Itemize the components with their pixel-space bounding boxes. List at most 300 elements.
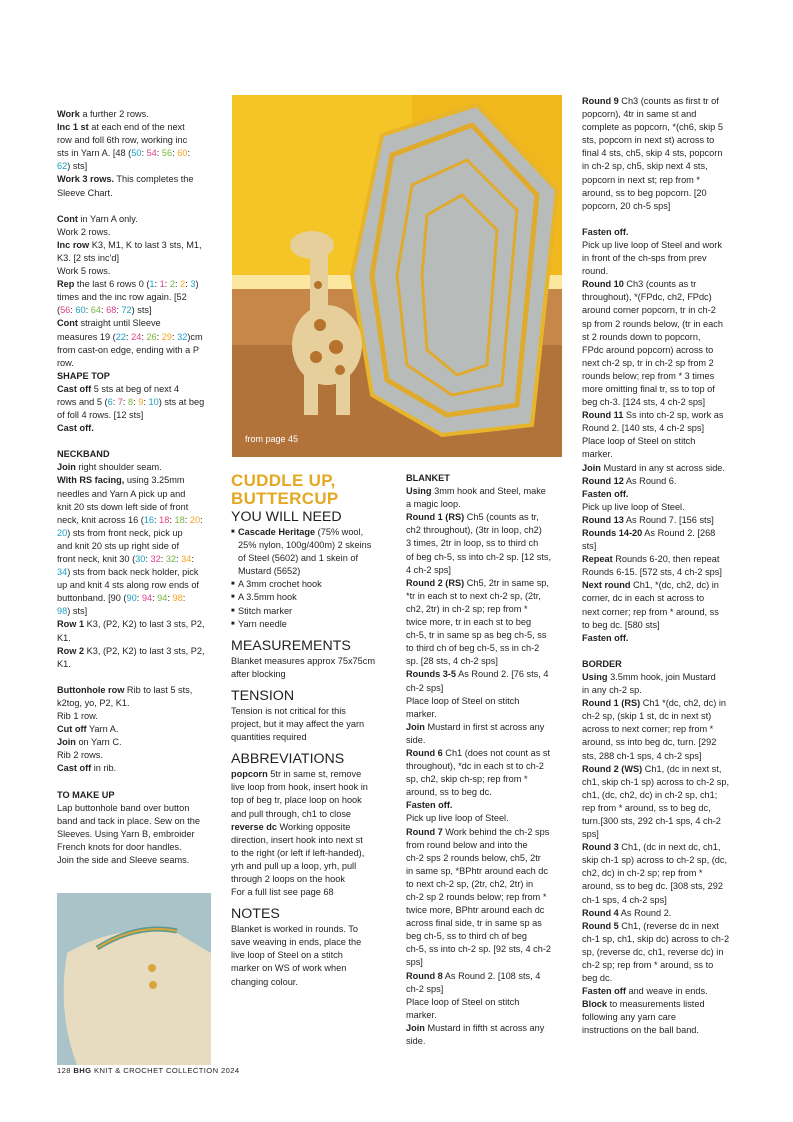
text-run: K3. [2 sts inc'd] [57, 252, 120, 263]
text-line [406, 812, 564, 825]
text-line [57, 396, 217, 409]
text-run: final 4 sts, ch5, skip 4 sts, popcorn [582, 148, 723, 159]
text-line [57, 187, 217, 200]
text-run: 8 [128, 396, 134, 407]
text-line [582, 710, 742, 723]
text-run: 2 [169, 279, 176, 290]
text-run: sp, (reverse dc, ch1, reverse dc) in [582, 946, 724, 957]
text-run: popcorn, 20 ch-5 sps] [582, 200, 671, 211]
text-run: knit 20 sts down left side of front [57, 501, 189, 512]
text-run: : [141, 148, 147, 159]
text-run: st 2 rounds down to popcorn, [582, 331, 701, 342]
text-run: : [143, 396, 149, 407]
text-run: more omitting final tr, ss to top of [582, 383, 715, 394]
text-line [231, 873, 381, 886]
text-run: 50 [131, 148, 142, 159]
text-run: 3mm hook and Steel, make [431, 486, 546, 497]
text-line [406, 970, 564, 983]
text-run: Pick up live loop of Steel and work [582, 239, 722, 250]
sweater-pattern-column [57, 108, 217, 867]
text-run: )cm [187, 331, 203, 342]
bold-term: Buttonhole row [57, 684, 125, 695]
text-line [57, 527, 217, 540]
text-line [406, 577, 564, 590]
text-run: ch-5, ss into ch-2 sp. [92 sts, 4 ch-2 [406, 944, 552, 955]
bold-term: Fasten off. [582, 632, 629, 643]
text-line [406, 852, 564, 865]
text-run: complete as popcorn, *(ch6, skip 5 [582, 122, 723, 133]
text-line [582, 592, 742, 605]
text-run: Work 2 rows. [57, 226, 111, 237]
text-run: to third ch of beg ch-5, ss in ch-2 [406, 643, 540, 654]
section-heading: NOTES [231, 906, 280, 923]
section-heading: MEASUREMENTS [231, 637, 351, 654]
bold-term: Cont [57, 318, 78, 329]
text-line [582, 462, 742, 475]
text-run: straight until Sleeve [77, 318, 161, 329]
bold-term: SHAPE TOP [57, 370, 110, 381]
materials-item [231, 578, 381, 591]
paragraph-gap [57, 435, 217, 448]
text-run: marker on WS of work when [231, 963, 347, 974]
materials-item [231, 591, 381, 604]
text-run: For a full list see page 68 [231, 887, 334, 898]
text-line [582, 239, 742, 252]
text-line [582, 854, 742, 867]
text-run: Rib 1 row. [57, 711, 98, 722]
text-run: : [172, 331, 178, 342]
bold-term: Round 10 [582, 279, 624, 290]
materials-list [231, 526, 381, 631]
text-run: 16 [143, 514, 155, 525]
text-run: row. [57, 357, 74, 368]
text-line [238, 539, 371, 552]
text-run: : [200, 514, 203, 525]
text-run: 32 [177, 331, 188, 342]
bold-term: Round 11 [582, 410, 624, 421]
text-line [231, 847, 381, 860]
text-line [231, 808, 381, 821]
section-heading: ABBREVIATIONS [231, 751, 345, 768]
text-line [57, 618, 217, 631]
text-run: Lap buttonhole band over button [57, 802, 190, 813]
text-run: ) sts] [67, 161, 88, 172]
text-run: around corner popcorn, tr in ch-2 [582, 305, 716, 316]
text-line [406, 891, 564, 904]
text-line [582, 200, 742, 213]
text-run: Ch1, *(dc, ch2, dc) in [630, 580, 719, 591]
text-line [406, 956, 564, 969]
text-run: measures 19 ( [57, 331, 116, 342]
text-line [582, 880, 742, 893]
text-line [57, 213, 217, 226]
bold-term: Inc row [57, 239, 90, 250]
text-run: Mustard in fifth st across any [424, 1022, 545, 1033]
bold-term: Rounds 14-20 [582, 528, 643, 538]
text-run: Mustard in first st across any [424, 721, 545, 732]
text-run: around, ss to beg dc. [308 sts, 292 [582, 881, 723, 892]
text-line [231, 718, 381, 731]
text-line [582, 972, 742, 985]
text-line [582, 723, 742, 736]
text-run: yrh and pull up a loop, yrh, pull [231, 860, 357, 871]
bold-term: Cut off [57, 724, 87, 735]
text-run: As Round 2. [618, 907, 672, 918]
text-line [57, 736, 217, 749]
text-run: 3 times, 2tr in loop, ss to third ch [406, 538, 539, 549]
text-line [406, 603, 564, 616]
bold-term: Block [582, 999, 608, 1010]
paragraph-gap [582, 645, 742, 658]
text-run: ch-1 sp, ch1, skip dc) across to ch-2 [582, 933, 730, 944]
materials-item [231, 526, 381, 578]
text-line [57, 160, 217, 173]
text-run: sp. [28 sts, 4 ch-2 sps] [406, 656, 498, 667]
text-line [231, 731, 381, 744]
text-run: Ch3 (counts as first tr of [618, 96, 719, 106]
text-run: 34 [57, 567, 68, 578]
text-run: 18 [174, 514, 185, 525]
text-run: neck, knit across 16 ( [57, 514, 144, 525]
text-run: throughout), *dc in each st to ch-2 [406, 761, 544, 772]
text-run: throughout), *(FPdc, ch2, FPdc) [582, 292, 712, 303]
text-line [406, 996, 564, 1009]
text-run: 90 [126, 593, 137, 604]
text-line [582, 396, 742, 409]
text-run: 68 [106, 305, 117, 316]
text-line [582, 907, 742, 920]
text-run: ch1, (dc, ch2, dc) in ch-2 sp, ch1; [582, 789, 718, 800]
text-run: This completes the [114, 174, 194, 185]
text-line [582, 1024, 742, 1037]
text-line [57, 265, 217, 278]
text-run: of Steel (5602) and 1 skein of [238, 553, 359, 564]
text-run: Working opposite [276, 821, 351, 832]
text-line [238, 565, 371, 578]
text-run: As Round 2. [76 sts, 4 [456, 669, 549, 680]
text-line [582, 147, 742, 160]
text-run: using 3.25mm [124, 475, 185, 486]
text-line [582, 226, 742, 239]
text-line [582, 383, 742, 396]
text-run: marker. [582, 449, 613, 460]
text-run: Work behind the ch-2 sps [442, 826, 550, 837]
text-line [406, 1009, 564, 1022]
text-run: Mustard in any st across side. [600, 462, 725, 473]
text-run: (75% wool, [315, 527, 364, 537]
text-line [57, 802, 217, 815]
text-line [57, 448, 217, 461]
text-line [582, 959, 742, 972]
bold-term: Join [582, 462, 601, 473]
text-line [582, 304, 742, 317]
text-run: French knots for door handles. [57, 841, 182, 852]
bold-term: Work 3 rows. [57, 174, 115, 185]
text-run: front neck, knit 30 ( [57, 554, 136, 564]
text-line [582, 187, 742, 200]
text-line [231, 923, 381, 936]
text-line [406, 786, 564, 799]
text-run: following any yarn care [582, 1012, 676, 1023]
text-run: Work 5 rows. [57, 266, 111, 277]
text-run: Blanket measures approx 75x75cm [231, 655, 376, 666]
text-run: quantities required [231, 732, 307, 743]
text-run: ) sts] [131, 305, 152, 316]
text-run: 18 [159, 514, 170, 525]
text-run: Tension is not critical for this [231, 705, 346, 716]
text-run: : [133, 396, 139, 407]
text-line [231, 655, 381, 668]
text-line [406, 668, 564, 681]
text-run: 26 [146, 331, 157, 342]
text-line [57, 239, 217, 252]
text-line [57, 684, 217, 697]
text-line [57, 134, 217, 147]
text-run: next corner; rep from * around, ss [582, 606, 719, 617]
text-run: ) [195, 279, 199, 290]
text-line [57, 304, 217, 317]
text-line [231, 834, 381, 847]
text-run: K1. [57, 632, 71, 643]
text-line [57, 474, 217, 487]
text-line [406, 983, 564, 996]
text-run: : [154, 279, 160, 290]
text-run: K3, M1, K to last 3 sts, M1, [89, 239, 202, 250]
text-line [582, 933, 742, 946]
text-line [582, 435, 742, 448]
text-line [582, 841, 742, 854]
section-heading: TENSION [231, 687, 295, 704]
text-run: and weave in ends. [625, 986, 708, 997]
text-run: round. [582, 266, 609, 277]
text-run: times and the inc row again. [52 [57, 292, 187, 303]
text-run: 56 [161, 148, 173, 159]
text-run: on Yarn C. [75, 737, 122, 748]
text-run: in any ch-2 sp. [582, 685, 642, 696]
text-run: Ch5 (counts as tr, [464, 512, 539, 523]
text-run: K3, (P2, K2) to last 3 sts, P2, [84, 619, 205, 630]
bold-term: Round 13 [582, 514, 624, 525]
text-run: 98 [57, 606, 68, 617]
text-line [57, 226, 217, 239]
paragraph-gap [57, 776, 217, 789]
text-line [406, 537, 564, 550]
text-run: to next ch-2 sp, (2tr, ch2, 2tr) in [406, 878, 534, 889]
text-line [406, 1022, 564, 1035]
text-line [406, 826, 564, 839]
text-run: Ch1 *(dc, ch2, dc) in [640, 698, 726, 709]
text-line [238, 578, 322, 591]
text-run: 1 [149, 279, 155, 290]
text-run: side. [406, 1036, 426, 1047]
text-run: through 2 loops on the hook [231, 873, 345, 884]
text-line [231, 886, 381, 899]
text-run: side. [406, 734, 426, 745]
bold-term: With RS facing, [57, 475, 125, 486]
text-run: : [136, 593, 142, 604]
text-run: project, but it may affect the yarn [231, 719, 365, 730]
text-line [57, 579, 217, 592]
text-line [57, 815, 217, 828]
text-run: 20 [189, 514, 201, 525]
text-run: 62 [57, 161, 68, 172]
bold-term: Round 1 (RS) [406, 512, 465, 523]
bold-term: Using [582, 671, 608, 682]
bold-term: Join [57, 737, 76, 748]
bold-term: Rep [57, 279, 75, 290]
publication-title: KNIT & CROCHET COLLECTION 2024 [93, 1066, 240, 1075]
bold-term: Round 5 [582, 920, 619, 931]
text-run: ch2, dc) in ch-2 sp; rep from * [582, 868, 703, 879]
text-run: As Round 2. [108 sts, 4 [442, 970, 541, 981]
text-run: buttonband. [90 ( [57, 593, 127, 604]
text-line [231, 976, 381, 989]
text-line [57, 121, 217, 134]
text-line [57, 488, 217, 501]
text-run: changing colour. [231, 976, 298, 987]
text-run: ch-2 sp, (skip 1 st, dc in next st) [582, 711, 712, 722]
text-line [406, 485, 564, 498]
text-run: 3 [190, 279, 196, 290]
text-run: 30 [135, 554, 146, 564]
text-line [582, 750, 742, 763]
text-line [582, 527, 742, 540]
text-line [406, 524, 564, 537]
text-run: 72 [121, 305, 132, 316]
text-run: ch-5, tr in same sp as beg ch-5, ss [406, 630, 547, 641]
text-line [406, 943, 564, 956]
text-line [231, 705, 381, 718]
text-line [57, 108, 217, 121]
bold-term: Work [57, 109, 80, 119]
text-run: 5 sts at beg of next 4 [91, 383, 180, 394]
text-line [582, 501, 742, 514]
text-line [582, 514, 742, 527]
text-line [57, 173, 217, 186]
text-run: across final side, tr in same sp as [406, 918, 542, 929]
text-run: 6 [107, 396, 113, 407]
text-line [582, 121, 742, 134]
bold-term: Next round [582, 580, 631, 591]
text-run: of beg ch-5, ss into ch-2 sp. [12 sts, [406, 551, 552, 562]
text-line [231, 821, 381, 834]
text-line [582, 278, 742, 291]
text-run: next ch-2 sp, tr in ch-2 sp from 2 [582, 357, 714, 368]
text-run: K3, (P2, K2) to last 3 sts, P2, [84, 645, 205, 656]
text-line [231, 794, 381, 807]
page-footer [57, 1066, 239, 1075]
text-line [57, 501, 217, 514]
bold-term: Using [406, 486, 432, 497]
text-line [406, 878, 564, 891]
text-run: top of beg tr, place loop on hook [231, 795, 362, 806]
text-run: : [154, 514, 160, 525]
text-run: in Yarn A only. [77, 213, 138, 224]
text-run: : [169, 514, 175, 525]
text-line [582, 828, 742, 841]
text-run: : [164, 279, 170, 290]
text-line [57, 514, 217, 527]
text-run: As Round 2. [268 [642, 528, 716, 538]
bold-term: Round 12 [582, 475, 624, 486]
text-run: FPdc around popcorn) across to [582, 344, 714, 355]
bold-term: Round 2 (WS) [582, 763, 643, 774]
text-run: and knit 20 sts up right side of [57, 540, 180, 551]
text-run: ) sts from front neck, pick up [67, 527, 183, 538]
text-line [406, 551, 564, 564]
text-run: Ch5, 2tr in same sp, [464, 577, 549, 588]
text-run: right shoulder seam. [75, 462, 162, 473]
text-line [231, 936, 381, 949]
text-run: across to next corner; rep from * [582, 724, 714, 735]
text-run: beg ch-3. [124 sts, 4 ch-2 sps] [582, 397, 706, 408]
text-run: in same sp, *BPhtr around each dc [406, 865, 548, 876]
text-line [238, 605, 292, 618]
text-run: a magic loop. [406, 499, 461, 510]
text-run: ) sts] [67, 606, 88, 617]
bold-term: TO MAKE UP [57, 789, 115, 800]
text-run: ch2 throughout), (3tr in loop, ch2) [406, 525, 542, 536]
text-line [406, 590, 564, 603]
text-run: Place loop of Steel on stitch [406, 695, 520, 706]
page-number: 128 [57, 1066, 71, 1075]
text-run: 94 [157, 593, 168, 604]
text-line [406, 904, 564, 917]
text-run: : [85, 305, 91, 316]
text-line [57, 789, 217, 802]
text-run: 34 [181, 554, 192, 564]
text-run: ch-2 sp; rep from * around, ss to [582, 960, 714, 970]
brand-name: BHG [73, 1066, 92, 1075]
text-line [582, 815, 742, 828]
text-run: 54 [146, 148, 157, 159]
text-run: at each end of the next [88, 122, 185, 133]
paragraph-gap [582, 213, 742, 226]
text-run: Yarn A. [86, 724, 119, 735]
text-run: a further 2 rows. [79, 109, 149, 119]
text-line [582, 789, 742, 802]
text-run: up and knit 4 sts along row ends of [57, 580, 199, 591]
text-line [582, 985, 742, 998]
bold-term: Round 1 (RS) [582, 698, 641, 709]
text-run: 2 [180, 279, 186, 290]
text-line [406, 747, 564, 760]
text-line [57, 645, 217, 658]
bullet-icon: ■ [231, 594, 235, 601]
text-run: : [172, 148, 178, 159]
bold-term: Round 7 [406, 826, 443, 837]
text-run: to beg dc. [580 sts] [582, 619, 660, 630]
text-line [582, 776, 742, 789]
text-line [582, 606, 742, 619]
text-line [582, 1011, 742, 1024]
text-line [406, 760, 564, 773]
text-run: ch-1 sps, 4 ch-2 sps] [582, 894, 667, 905]
text-run: 64 [90, 305, 101, 316]
text-run: in rib. [91, 763, 117, 774]
text-line [238, 552, 371, 565]
bold-term: Join [406, 1022, 425, 1033]
text-line [57, 658, 217, 671]
text-run: *tr in each st to next ch-2 sp, (2tr, [406, 590, 541, 601]
text-line [582, 736, 742, 749]
text-line [57, 553, 217, 566]
text-line [57, 540, 217, 553]
text-run: in ch-2 sp, ch5, skip next 4 sts, [582, 161, 708, 172]
text-line [406, 642, 564, 655]
text-run: Mustard (5652) [238, 566, 301, 577]
photo-caption: from page 45 [245, 434, 299, 444]
